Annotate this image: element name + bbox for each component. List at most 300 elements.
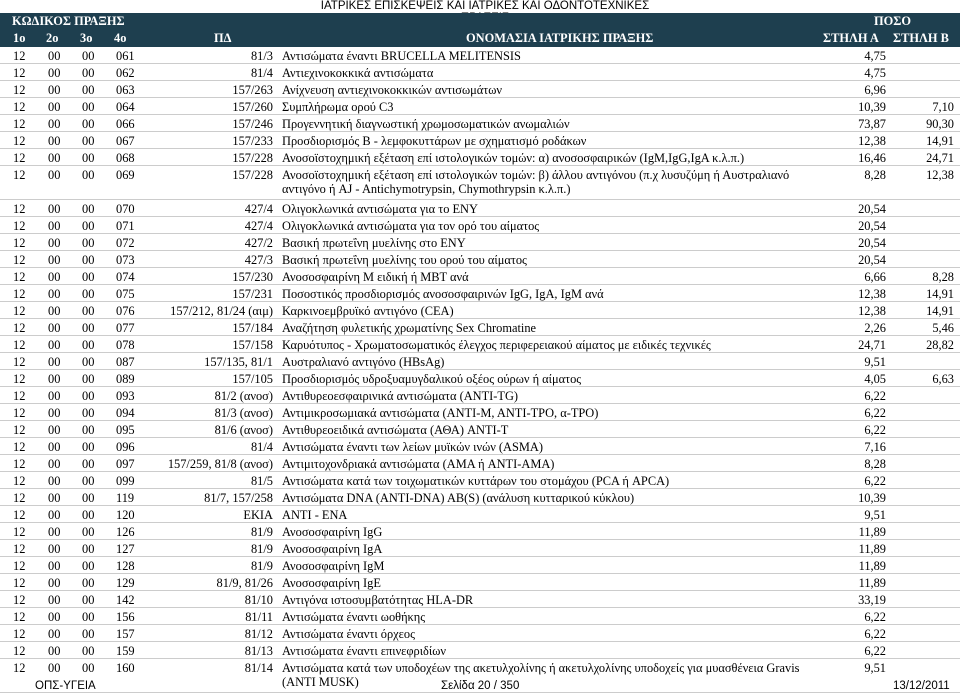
table-row xyxy=(0,438,960,455)
amount-b: 90,30 xyxy=(926,117,954,131)
table-row xyxy=(0,98,960,115)
table-row xyxy=(0,64,960,81)
code-part-4: 095 xyxy=(116,423,135,437)
code-part-3: 00 xyxy=(82,508,95,522)
amount-a: 24,71 xyxy=(858,338,886,352)
amount-a: 9,51 xyxy=(864,508,886,522)
procedure-name: Αντισώματα DNA (ANTI-DNA) AB(S) (ανάλυση κυτταρικού κύκλου) xyxy=(282,491,635,505)
amount-a: 6,96 xyxy=(864,83,886,97)
procedure-name: Ολιγοκλωνικά αντισώματα για το ΕΝΥ xyxy=(282,202,478,216)
code-part-3: 00 xyxy=(82,134,95,148)
pd-reference: 157/260 xyxy=(232,100,273,114)
table-row xyxy=(0,353,960,370)
pd-reference: 81/7, 157/258 xyxy=(204,491,273,505)
amount-a: 20,54 xyxy=(858,236,886,250)
table-row xyxy=(0,149,960,166)
pd-reference: 157/184 xyxy=(232,321,273,335)
code-part-4: 094 xyxy=(116,406,135,420)
code-part-1: 12 xyxy=(13,219,26,233)
code-part-4: 160 xyxy=(116,661,135,675)
pd-reference: 427/2 xyxy=(244,236,273,250)
code-part-2: 00 xyxy=(48,355,61,369)
table-row xyxy=(0,234,960,251)
code-part-2: 00 xyxy=(48,321,61,335)
amount-a: 20,54 xyxy=(858,202,886,216)
table-row xyxy=(0,387,960,404)
code-part-3: 00 xyxy=(82,117,95,131)
pd-reference: 157/158 xyxy=(232,338,273,352)
table-row xyxy=(0,540,960,557)
amount-a: 6,22 xyxy=(864,610,886,624)
amount-a: 6,66 xyxy=(864,270,886,284)
pd-reference: 157/233 xyxy=(232,134,273,148)
table-row xyxy=(0,251,960,268)
code-part-3: 00 xyxy=(82,576,95,590)
procedure-name: Αντιμιτοχονδριακά αντισώματα (ΑΜΑ ή ANTI-AMA) xyxy=(282,457,555,471)
amount-a: 10,39 xyxy=(858,100,886,114)
footer-date: 13/12/2011 xyxy=(893,680,950,692)
amount-a: 6,22 xyxy=(864,627,886,641)
code-part-1: 12 xyxy=(13,270,26,284)
procedure-name: Αντιεχινοκοκκικά αντισώματα xyxy=(282,66,434,80)
code-part-4: 159 xyxy=(116,644,135,658)
table-body xyxy=(0,47,960,693)
code-part-3: 00 xyxy=(82,542,95,556)
pd-reference: 157/259, 81/8 (ανοσ) xyxy=(167,457,273,471)
table-row xyxy=(0,115,960,132)
procedures-table xyxy=(0,13,960,693)
procedure-name: Προγεννητική διαγνωστική χρωμοσωματικών ανωμαλιών xyxy=(282,117,570,131)
code-part-2: 00 xyxy=(48,304,61,318)
pd-reference: 157/212, 81/24 (αιμ) xyxy=(170,304,273,318)
pd-reference: 157/228 xyxy=(232,151,273,165)
procedure-name: Ανοσοσφαιρίνη Μ ειδική ή MBT ανά xyxy=(282,270,469,284)
code-part-2: 00 xyxy=(48,525,61,539)
code-part-4: 074 xyxy=(116,270,135,284)
procedure-name: Αντισώματα έναντι ωοθήκης xyxy=(282,610,426,624)
procedure-name: Αντισώματα κατά των τοιχωματικών κυττάρων του στομάχου (PCA ή APCA) xyxy=(282,474,670,488)
table-row xyxy=(0,285,960,302)
col-header-name: ΟΝΟΜΑΣΙΑ ΙΑΤΡΙΚΗΣ ΠΡΑΞΗΣ xyxy=(466,31,654,45)
code-part-3: 00 xyxy=(82,219,95,233)
code-part-3: 00 xyxy=(82,66,95,80)
amount-a: 10,39 xyxy=(858,491,886,505)
code-part-1: 12 xyxy=(13,117,26,131)
code-part-2: 00 xyxy=(48,168,61,182)
code-part-4: 062 xyxy=(116,66,135,80)
code-part-4: 075 xyxy=(116,287,135,301)
code-part-3: 00 xyxy=(82,610,95,624)
amount-b: 14,91 xyxy=(926,134,954,148)
procedure-name: Αναζήτηση φυλετικής χρωματίνης Sex Chromatine xyxy=(282,321,537,335)
table-row xyxy=(0,472,960,489)
table-row xyxy=(0,455,960,472)
code-part-2: 00 xyxy=(48,593,61,607)
code-part-2: 00 xyxy=(48,253,61,267)
amount-a: 4,75 xyxy=(864,66,886,80)
pd-reference: 81/9 xyxy=(250,525,273,539)
code-part-3: 00 xyxy=(82,321,95,335)
table-row xyxy=(0,489,960,506)
amount-a: 16,46 xyxy=(858,151,886,165)
pd-reference: 427/3 xyxy=(244,253,273,267)
pd-reference: 81/4 xyxy=(250,440,273,454)
pd-reference: ΕΚΙΑ xyxy=(243,508,273,522)
procedure-name: Ανοσοσφαιρίνη IgA xyxy=(282,542,383,556)
code-part-3: 00 xyxy=(82,236,95,250)
code-part-4: 129 xyxy=(116,576,135,590)
amount-a: 7,16 xyxy=(864,440,886,454)
procedure-name: Αντισώματα έναντι όρχεος xyxy=(282,627,415,641)
col-header-1: 1ο xyxy=(13,31,26,45)
col-header-b: ΣΤΗΛΗ Β xyxy=(893,31,949,45)
code-part-1: 12 xyxy=(13,508,26,522)
code-part-2: 00 xyxy=(48,559,61,573)
code-part-4: 063 xyxy=(116,83,135,97)
code-part-1: 12 xyxy=(13,49,26,63)
code-part-2: 00 xyxy=(48,83,61,97)
pd-reference: 157/105 xyxy=(232,372,273,386)
code-part-3: 00 xyxy=(82,423,95,437)
table-header-columns xyxy=(0,30,960,47)
code-part-1: 12 xyxy=(13,168,26,182)
procedure-name: Αντιθυρεοειδικά αντισώματα (ΑΘΑ) ANTI-T xyxy=(282,423,509,437)
amount-a: 12,38 xyxy=(858,134,886,148)
code-part-3: 00 xyxy=(82,355,95,369)
procedure-name: Ανοσοϊστοχημική εξέταση επί ιστολογικών τομών: α) ανοσοσφαιρικών (IgM,IgG,IgA κ.λ.π.) xyxy=(282,151,745,165)
procedure-name: Αντιμικροσωμιακά αντισώματα (ANTI-M, ANTI-TPO, α-TPO) xyxy=(282,406,599,420)
table-row xyxy=(0,523,960,540)
code-part-4: 071 xyxy=(116,219,135,233)
code-part-1: 12 xyxy=(13,151,26,165)
code-part-4: 120 xyxy=(116,508,135,522)
code-part-4: 078 xyxy=(116,338,135,352)
code-part-3: 00 xyxy=(82,406,95,420)
pd-reference: 81/2 (ανοσ) xyxy=(214,389,273,403)
code-part-3: 00 xyxy=(82,440,95,454)
code-part-4: 087 xyxy=(116,355,135,369)
col-header-pd: ΠΔ xyxy=(214,31,232,45)
table-row xyxy=(0,47,960,64)
amount-b: 7,10 xyxy=(932,100,954,114)
code-part-1: 12 xyxy=(13,593,26,607)
code-part-1: 12 xyxy=(13,559,26,573)
code-part-3: 00 xyxy=(82,593,95,607)
code-part-4: 076 xyxy=(116,304,135,318)
code-part-2: 00 xyxy=(48,627,61,641)
code-part-1: 12 xyxy=(13,525,26,539)
code-part-4: 072 xyxy=(116,236,135,250)
pd-reference: 81/9 xyxy=(250,559,273,573)
code-part-1: 12 xyxy=(13,287,26,301)
amount-a: 6,22 xyxy=(864,423,886,437)
code-part-4: 126 xyxy=(116,525,135,539)
procedure-name: Βασική πρωτεΐνη μυελίνης του ορού του αίματος xyxy=(282,253,527,267)
code-part-4: 069 xyxy=(116,168,135,182)
amount-a: 8,28 xyxy=(864,168,886,182)
pd-reference: 427/4 xyxy=(244,202,273,216)
code-part-1: 12 xyxy=(13,100,26,114)
amount-a: 11,89 xyxy=(858,559,886,573)
code-part-3: 00 xyxy=(82,661,95,675)
amount-a: 6,22 xyxy=(864,474,886,488)
code-part-4: 066 xyxy=(116,117,135,131)
pd-reference: 157/246 xyxy=(232,117,273,131)
procedure-name: ANTI - ENA xyxy=(282,508,348,522)
table-row xyxy=(0,217,960,234)
code-part-2: 00 xyxy=(48,219,61,233)
pd-reference: 157/230 xyxy=(232,270,273,284)
table-row xyxy=(0,81,960,98)
pd-reference: 81/5 xyxy=(250,474,273,488)
pd-reference: 81/9 xyxy=(250,542,273,556)
code-part-1: 12 xyxy=(13,338,26,352)
code-part-4: 157 xyxy=(116,627,135,641)
code-part-4: 142 xyxy=(116,593,135,607)
pd-reference: 427/4 xyxy=(244,219,273,233)
code-part-2: 00 xyxy=(48,474,61,488)
code-part-1: 12 xyxy=(13,66,26,80)
code-part-1: 12 xyxy=(13,474,26,488)
procedure-name: Αντισώματα έναντι των λείων μυϊκών ινών (ASMA) xyxy=(282,440,543,454)
pd-reference: 81/9, 81/26 xyxy=(216,576,273,590)
pd-reference: 81/13 xyxy=(244,644,273,658)
amount-a: 33,19 xyxy=(858,593,886,607)
code-part-1: 12 xyxy=(13,355,26,369)
procedure-name: Ανοσοϊστοχημική εξέταση επί ιστολογικών τομών: β) άλλου αντιγόνου (π.χ λυσυζύμη ή Αυστραλιανό αντιγόνο ή AJ - Antichymotrypsin, Chymothrypsin κ.λ.π.) xyxy=(282,168,790,196)
table-row xyxy=(0,319,960,336)
pd-reference: 157/263 xyxy=(232,83,273,97)
pd-reference: 81/3 (ανοσ) xyxy=(214,406,273,420)
amount-a: 12,38 xyxy=(858,304,886,318)
code-part-2: 00 xyxy=(48,287,61,301)
code-part-3: 00 xyxy=(82,474,95,488)
col-header-4: 4ο xyxy=(114,31,127,45)
code-part-4: 099 xyxy=(116,474,135,488)
code-part-1: 12 xyxy=(13,576,26,590)
amount-a: 2,26 xyxy=(864,321,886,335)
code-part-2: 00 xyxy=(48,134,61,148)
amount-b: 14,91 xyxy=(926,304,954,318)
code-part-3: 00 xyxy=(82,83,95,97)
amount-group-header: ΠΟΣΟ xyxy=(874,14,912,28)
table-row xyxy=(0,608,960,625)
amount-b: 8,28 xyxy=(932,270,954,284)
amount-a: 9,51 xyxy=(864,661,886,675)
code-part-1: 12 xyxy=(13,304,26,318)
code-part-1: 12 xyxy=(13,202,26,216)
procedure-name: Προσδιορισμός υδροξυαμυγδαλικού οξέος ούρων ή αίματος xyxy=(282,372,582,386)
code-part-1: 12 xyxy=(13,372,26,386)
procedure-name: Αυστραλιανό αντιγόνο (HBsAg) xyxy=(282,355,445,369)
col-header-2: 2ο xyxy=(46,31,59,45)
amount-a: 6,22 xyxy=(864,389,886,403)
code-part-2: 00 xyxy=(48,610,61,624)
code-part-1: 12 xyxy=(13,236,26,250)
amount-b: 14,91 xyxy=(926,287,954,301)
pd-reference: 157/231 xyxy=(232,287,273,301)
amount-b: 12,38 xyxy=(926,168,954,182)
pd-reference: 81/6 (ανοσ) xyxy=(214,423,273,437)
code-part-2: 00 xyxy=(48,661,61,675)
code-part-3: 00 xyxy=(82,202,95,216)
code-part-1: 12 xyxy=(13,406,26,420)
code-part-3: 00 xyxy=(82,338,95,352)
amount-a: 4,75 xyxy=(864,49,886,63)
pd-reference: 81/14 xyxy=(244,661,273,675)
procedure-name: Ανίχνευση αντιεχινοκοκκικών αντισωμάτων xyxy=(282,83,502,97)
code-part-2: 00 xyxy=(48,389,61,403)
code-part-1: 12 xyxy=(13,644,26,658)
procedure-name: Ανοσοσφαιρίνη IgE xyxy=(282,576,381,590)
code-part-4: 097 xyxy=(116,457,135,471)
table-row xyxy=(0,506,960,523)
code-part-1: 12 xyxy=(13,389,26,403)
code-part-1: 12 xyxy=(13,440,26,454)
amount-a: 6,22 xyxy=(864,644,886,658)
code-part-2: 00 xyxy=(48,423,61,437)
procedure-name: Ανοσοσφαιρίνη IgM xyxy=(282,559,385,573)
table-row xyxy=(0,268,960,285)
code-part-2: 00 xyxy=(48,491,61,505)
procedure-name: Αντισώματα έναντι BRUCELLA MELITENSIS xyxy=(282,49,521,63)
table-row xyxy=(0,642,960,659)
pd-reference: 157/228 xyxy=(232,168,273,182)
code-part-2: 00 xyxy=(48,338,61,352)
table-row xyxy=(0,404,960,421)
code-part-4: 128 xyxy=(116,559,135,573)
procedure-name: Προσδιορισμός Β - λεμφοκυττάρων με σχηματισμό ροδάκων xyxy=(282,134,587,148)
code-part-3: 00 xyxy=(82,270,95,284)
code-part-3: 00 xyxy=(82,49,95,63)
code-part-4: 061 xyxy=(116,49,135,63)
table-row xyxy=(0,132,960,149)
code-part-1: 12 xyxy=(13,627,26,641)
code-part-3: 00 xyxy=(82,644,95,658)
code-part-3: 00 xyxy=(82,372,95,386)
procedure-name: Αντιγόνα ιστοσυμβατότητας HLA-DR xyxy=(282,593,474,607)
amount-a: 20,54 xyxy=(858,253,886,267)
code-part-2: 00 xyxy=(48,644,61,658)
code-part-3: 00 xyxy=(82,389,95,403)
amount-b: 28,82 xyxy=(926,338,954,352)
page-footer xyxy=(0,680,960,694)
code-part-4: 077 xyxy=(116,321,135,335)
code-part-2: 00 xyxy=(48,542,61,556)
code-part-3: 00 xyxy=(82,287,95,301)
procedure-name: Καρυότυπος - Χρωματοσωματικός έλεγχος περιφερειακού αίματος με ειδικές τεχνικές xyxy=(282,338,711,352)
code-part-2: 00 xyxy=(48,576,61,590)
code-part-3: 00 xyxy=(82,627,95,641)
table-row xyxy=(0,302,960,319)
code-part-2: 00 xyxy=(48,236,61,250)
procedure-name: Συμπλήρωμα ορού C3 xyxy=(282,100,394,114)
table-row xyxy=(0,421,960,438)
code-part-3: 00 xyxy=(82,491,95,505)
table-row xyxy=(0,591,960,608)
code-part-2: 00 xyxy=(48,270,61,284)
amount-a: 9,51 xyxy=(864,355,886,369)
code-part-1: 12 xyxy=(13,610,26,624)
code-part-3: 00 xyxy=(82,457,95,471)
pd-reference: 81/4 xyxy=(250,66,273,80)
code-part-4: 064 xyxy=(116,100,135,114)
table-row xyxy=(0,557,960,574)
amount-b: 6,63 xyxy=(932,372,954,386)
code-part-2: 00 xyxy=(48,49,61,63)
code-part-3: 00 xyxy=(82,525,95,539)
code-part-2: 00 xyxy=(48,100,61,114)
code-part-1: 12 xyxy=(13,83,26,97)
table-row xyxy=(0,625,960,642)
code-part-2: 00 xyxy=(48,372,61,386)
amount-b: 24,71 xyxy=(926,151,954,165)
amount-a: 73,87 xyxy=(858,117,886,131)
table-row xyxy=(0,574,960,591)
code-part-3: 00 xyxy=(82,168,95,182)
code-part-1: 12 xyxy=(13,542,26,556)
procedure-name: Ποσοστικός προσδιορισμός ανοσοσφαιρινών IgG, IgA, IgM ανά xyxy=(282,287,604,301)
table-header-group xyxy=(0,13,960,30)
table-row xyxy=(0,370,960,387)
code-part-1: 12 xyxy=(13,457,26,471)
code-part-3: 00 xyxy=(82,100,95,114)
table-row xyxy=(0,166,960,200)
page-title: ΙΑΤΡΙΚΕΣ ΕΠΙΣΚΕΨΕΙΣ ΚΑΙ ΙΑΤΡΙΚΕΣ ΚΑΙ ΟΔΟΝΤΟΤΕΧΝΙΚΕΣ xyxy=(320,0,650,12)
amount-a: 11,89 xyxy=(858,525,886,539)
code-part-3: 00 xyxy=(82,559,95,573)
code-part-4: 127 xyxy=(116,542,135,556)
amount-a: 8,28 xyxy=(864,457,886,471)
code-part-1: 12 xyxy=(13,491,26,505)
procedure-name: Ανοσοσφαιρίνη IgG xyxy=(282,525,383,539)
code-part-2: 00 xyxy=(48,440,61,454)
amount-a: 6,22 xyxy=(864,406,886,420)
code-part-4: 070 xyxy=(116,202,135,216)
footer-page-number: Σελίδα 20 / 350 xyxy=(441,680,520,692)
procedure-name: Αντισώματα κατά των υποδοχέων της ακετυλχολίνης ή ακετυλχολίνης υποδοχείς για μυασθένεια Gravis (ANTI MUSK) xyxy=(282,661,800,689)
code-part-4: 089 xyxy=(116,372,135,386)
code-part-4: 093 xyxy=(116,389,135,403)
code-part-3: 00 xyxy=(82,304,95,318)
pd-reference: 81/11 xyxy=(245,610,273,624)
amount-a: 4,05 xyxy=(864,372,886,386)
code-part-2: 00 xyxy=(48,117,61,131)
footer-system: ΟΠΣ-ΥΓΕΙΑ xyxy=(35,680,96,692)
pd-reference: 81/10 xyxy=(244,593,273,607)
pd-reference: 157/135, 81/1 xyxy=(204,355,273,369)
code-part-4: 067 xyxy=(116,134,135,148)
procedure-name: Καρκινοεμβρυϊκό αντιγόνο (CEA) xyxy=(282,304,454,318)
code-part-1: 12 xyxy=(13,321,26,335)
amount-a: 12,38 xyxy=(858,287,886,301)
code-part-2: 00 xyxy=(48,151,61,165)
code-part-4: 073 xyxy=(116,253,135,267)
code-part-1: 12 xyxy=(13,253,26,267)
code-part-2: 00 xyxy=(48,66,61,80)
pd-reference: 81/12 xyxy=(244,627,273,641)
code-part-4: 096 xyxy=(116,440,135,454)
code-part-3: 00 xyxy=(82,151,95,165)
procedure-name: Αντισώματα έναντι επινεφριδίων xyxy=(282,644,446,658)
code-part-2: 00 xyxy=(48,508,61,522)
procedure-name: Αντιθυρεοεσφαιρινικά αντισώματα (ANTI-TG) xyxy=(282,389,519,403)
amount-a: 11,89 xyxy=(858,576,886,590)
code-part-3: 00 xyxy=(82,253,95,267)
procedure-name: Ολιγοκλωνικά αντισώματα για τον ορό του αίματος xyxy=(282,219,540,233)
table-row xyxy=(0,200,960,217)
code-part-4: 068 xyxy=(116,151,135,165)
